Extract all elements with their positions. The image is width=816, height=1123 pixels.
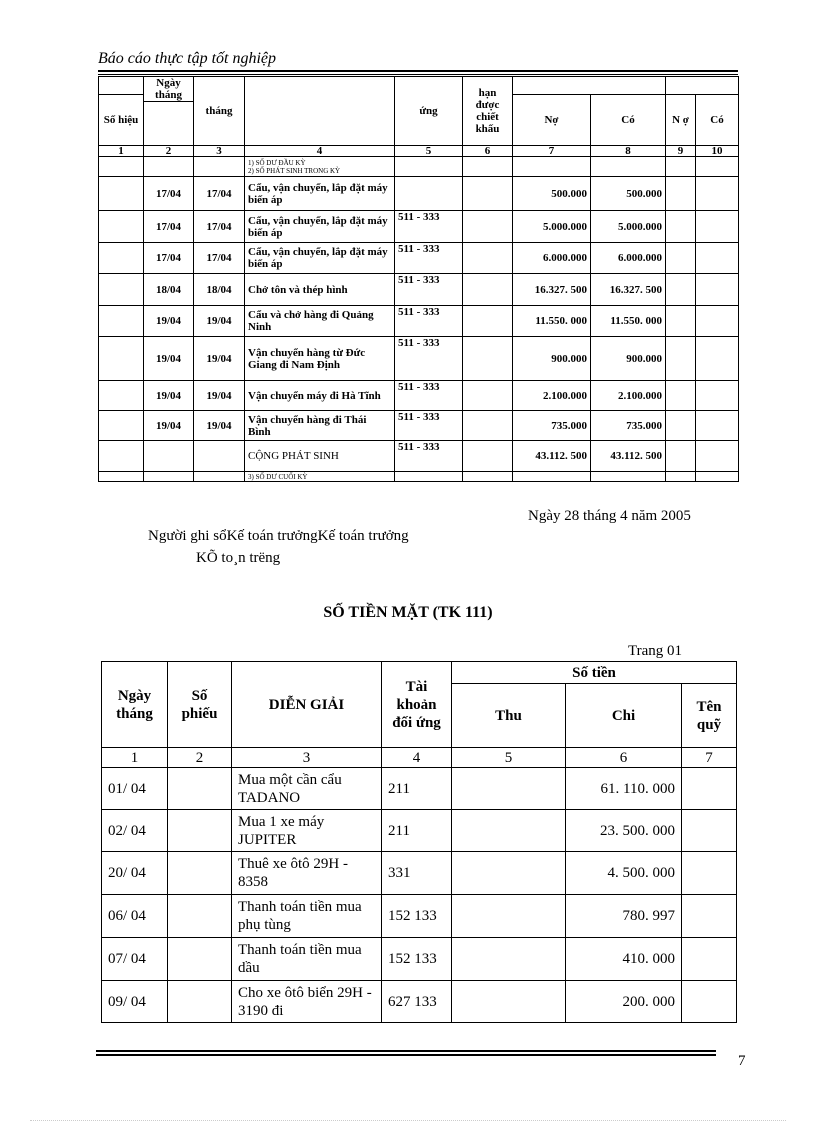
cash-header-thu: Thu [452,684,566,748]
ledger-cell-tk: 511 - 333 [395,381,463,411]
cash-cell-ngay: 09/ 04 [102,981,168,1023]
cash-cell-tk: 331 [382,852,452,895]
table-row [99,411,739,441]
col-number: 3 [194,146,245,157]
col-number: 3 [232,748,382,768]
cash-cell-thu [452,852,566,895]
col-number: 2 [168,748,232,768]
ledger-cell-dien-giai: Cẩu và chở hàng đi Quảng Ninh [245,306,395,337]
cash-cell-quy [682,981,737,1023]
col-number: 6 [566,748,682,768]
ledger-header-so-hieu: Số hiệu [99,95,144,146]
table-row [102,852,737,895]
table-row [99,381,739,411]
ledger-cell-ngay: 19/04 [144,306,194,337]
ledger-cell-no: 5.000.000 [513,211,591,243]
ledger-cell-dien-giai: Chở tôn và thép hình [245,274,395,306]
cash-cell-tk: 152 133 [382,938,452,981]
cash-cell-ngay: 06/ 04 [102,895,168,938]
ledger-header-blank [99,77,144,95]
ledger-cell-co: 2.100.000 [591,381,666,411]
cash-cell-quy [682,768,737,810]
ledger-header-co2: Có [696,95,739,146]
cash-cell-tk: 152 133 [382,895,452,938]
cash-cell-chi: 23. 500. 000 [566,810,682,852]
ledger-cell-thang: 19/04 [194,337,245,381]
cash-cell-thu [452,810,566,852]
ledger-cell-tk: 511 - 333 [395,411,463,441]
cash-cell-phieu [168,895,232,938]
ledger-header-group-blank-2 [666,77,739,95]
ledger-cell-no: 900.000 [513,337,591,381]
col-number: 10 [696,146,739,157]
footer-rule [96,1050,716,1052]
table-row [102,810,737,852]
ledger-cell-co: 5.000.000 [591,211,666,243]
ledger-header-han-chiet-khau: hạn được chiết khấu [463,77,513,146]
table-row [99,177,739,211]
cash-header-so-tien: Số tiền [452,662,737,684]
ledger-total-no: 43.112. 500 [513,441,591,472]
ledger-cell-ngay: 19/04 [144,411,194,441]
page-header-title: Báo cáo thực tập tốt nghiệp [98,50,277,67]
col-number: 6 [463,146,513,157]
cash-cell-dien-giai: Thanh toán tiền mua dầu [232,938,382,981]
header-rule-thin [98,74,738,75]
ledger-cell-co: 735.000 [591,411,666,441]
ledger-cell-no: 6.000.000 [513,243,591,274]
cash-cell-phieu [168,852,232,895]
table-row [99,274,739,306]
ledger-header-no: Nợ [513,95,591,146]
ledger-cell-tk: 511 - 333 [395,243,463,274]
ledger-header-no2: N ợ [666,95,696,146]
cash-cell-quy [682,895,737,938]
ledger-cell-tk: 511 - 333 [395,337,463,381]
ledger-cell-co: 500.000 [591,177,666,211]
cash-header-so-phieu: Số phiếu [168,662,232,748]
ledger-cell-tk: 511 - 333 [395,211,463,243]
signoff-titles: Người ghi sổKế toán trưởngKế toán trưởng [148,528,409,544]
in-period-label: 2) SỐ PHÁT SINH TRONG KỲ [248,166,341,175]
cash-cell-quy [682,852,737,895]
table-row [99,243,739,274]
col-number: 4 [382,748,452,768]
cash-book-title: SỐ TIỀN MẶT (TK 111) [323,604,493,621]
closing-balance-label: 3) SỐ DƯ CUỐI KỲ [245,472,395,482]
cash-cell-chi: 4. 500. 000 [566,852,682,895]
ledger-cell-thang: 18/04 [194,274,245,306]
cash-book-page-label: Trang 01 [628,643,683,659]
ledger-cell-dien-giai: Cẩu, vận chuyển, lắp đặt máy biến áp [245,177,395,211]
ledger-total-row [99,441,739,472]
cash-cell-dien-giai: Mua 1 xe máy JUPITER [232,810,382,852]
cash-cell-dien-giai: Thuê xe ôtô 29H - 8358 [232,852,382,895]
ledger-cell-dien-giai: Cẩu, vận chuyển, lắp đặt máy biến áp [245,243,395,274]
table-row [99,306,739,337]
col-number: 9 [666,146,696,157]
cash-cell-phieu [168,810,232,852]
ledger-cell-co: 900.000 [591,337,666,381]
cash-cell-quy [682,938,737,981]
ledger-cell-thang: 19/04 [194,306,245,337]
ledger-cell-ngay: 17/04 [144,177,194,211]
cash-header-ngay-thang: Ngày tháng [102,662,168,748]
col-number: 4 [245,146,395,157]
cash-cell-tk: 627 133 [382,981,452,1023]
cash-cell-thu [452,768,566,810]
ledger-cell-dien-giai: Vận chuyển hàng đi Thái Bình [245,411,395,441]
table-row [99,211,739,243]
col-number: 7 [513,146,591,157]
page-edge-dots [30,1120,786,1121]
footer-rule-2 [96,1054,716,1056]
ledger-cell-ngay: 19/04 [144,337,194,381]
ledger-cell-tk: 511 - 333 [395,274,463,306]
ledger-cell-co: 16.327. 500 [591,274,666,306]
ledger-cell-thang: 19/04 [194,381,245,411]
signoff-date: Ngày 28 tháng 4 năm 2005 [528,508,691,524]
ledger-cell-tk [395,177,463,211]
ledger-header-spacer [144,102,194,146]
cash-cell-ngay: 20/ 04 [102,852,168,895]
cash-cell-phieu [168,981,232,1023]
table-row [102,981,737,1023]
ledger-cell-thang: 17/04 [194,243,245,274]
signoff-garbled-title: KÕ to¸n trëng [196,550,281,566]
cash-header-ten-quy: Tên quỹ [682,684,737,748]
ledger-header-dien-giai [245,77,395,146]
cash-header-chi: Chi [566,684,682,748]
ledger-header-ngay-thang: Ngày tháng [144,77,194,102]
ledger-header-thang: tháng [194,77,245,146]
ledger-cell-no: 735.000 [513,411,591,441]
cash-cell-chi: 61. 110. 000 [566,768,682,810]
table-row [102,895,737,938]
cash-cell-ngay: 07/ 04 [102,938,168,981]
ledger-cell-dien-giai: Cẩu, vận chuyển, lắp đặt máy biến áp [245,211,395,243]
cash-cell-thu [452,938,566,981]
ledger-total-co: 43.112. 500 [591,441,666,472]
table-row [102,938,737,981]
cash-cell-phieu [168,768,232,810]
ledger-cell-no: 16.327. 500 [513,274,591,306]
col-number: 5 [395,146,463,157]
ledger-cell-no: 11.550. 000 [513,306,591,337]
col-number: 1 [102,748,168,768]
col-number: 1 [99,146,144,157]
ledger-cell-ngay: 17/04 [144,211,194,243]
cash-cell-chi: 780. 997 [566,895,682,938]
page-number: 7 [738,1053,746,1069]
ledger-cell-ngay: 19/04 [144,381,194,411]
header-rule [98,70,738,72]
col-number: 5 [452,748,566,768]
table-row [99,337,739,381]
ledger-total-label: CỘNG PHÁT SINH [245,441,395,472]
ledger-cell-no: 500.000 [513,177,591,211]
ledger-header-group-blank [513,77,666,95]
ledger-cell-dien-giai: Vận chuyển máy đi Hà Tĩnh [245,381,395,411]
ledger-cell-tk: 511 - 333 [395,306,463,337]
cash-cell-quy [682,810,737,852]
ledger-cell-no: 2.100.000 [513,381,591,411]
cash-cell-tk: 211 [382,768,452,810]
cash-book-table [101,661,737,1023]
cash-cell-tk: 211 [382,810,452,852]
ledger-header-ung: ứng [395,77,463,146]
ledger-header-co: Có [591,95,666,146]
cash-cell-thu [452,981,566,1023]
table-row [102,768,737,810]
cash-cell-phieu [168,938,232,981]
ledger-cell-thang: 19/04 [194,411,245,441]
cash-cell-dien-giai: Cho xe ôtô biển 29H - 3190 đi [232,981,382,1023]
cash-header-dien-giai: DIỄN GIẢI [232,662,382,748]
ledger-cell-dien-giai: Vận chuyển hàng từ Đức Giang đi Nam Định [245,337,395,381]
cash-cell-dien-giai: Mua một cần cẩu TADANO [232,768,382,810]
ledger-cell-ngay: 18/04 [144,274,194,306]
col-number: 7 [682,748,737,768]
col-number: 2 [144,146,194,157]
opening-balance-label: 1) SỐ DƯ ĐẦU KỲ [248,158,306,167]
cash-cell-dien-giai: Thanh toán tiền mua phụ tùng [232,895,382,938]
ledger-cell-co: 11.550. 000 [591,306,666,337]
cash-cell-ngay: 01/ 04 [102,768,168,810]
cash-cell-chi: 200. 000 [566,981,682,1023]
ledger-cell-co: 6.000.000 [591,243,666,274]
ledger-total-tk: 511 - 333 [395,441,463,472]
cash-cell-ngay: 02/ 04 [102,810,168,852]
ledger-table [98,76,739,482]
ledger-cell-thang: 17/04 [194,211,245,243]
cash-cell-chi: 410. 000 [566,938,682,981]
col-number: 8 [591,146,666,157]
cash-header-tai-khoan: Tài khoản đối ứng [382,662,452,748]
ledger-cell-ngay: 17/04 [144,243,194,274]
ledger-cell-thang: 17/04 [194,177,245,211]
cash-cell-thu [452,895,566,938]
ledger-section-labels [245,157,395,177]
